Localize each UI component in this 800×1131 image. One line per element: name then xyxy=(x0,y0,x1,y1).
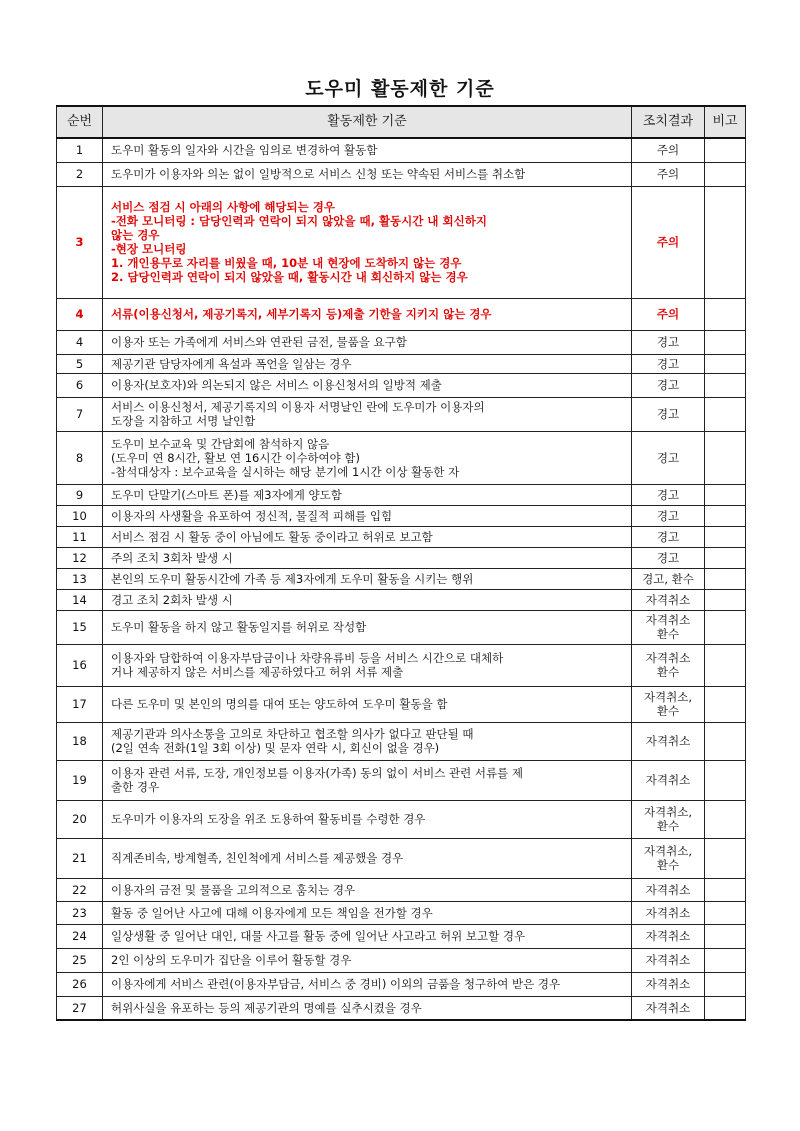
row-criterion: 이용자에게 서비스 관련(이용자부담금, 서비스 중 경비) 이외의 금품을 청구하여 받은 경우 xyxy=(103,972,632,996)
row-result: 자격취소 xyxy=(632,589,705,610)
row-note xyxy=(705,948,746,972)
row-number: 25 xyxy=(57,948,103,972)
table-row xyxy=(57,948,746,972)
row-result: 자격취소 xyxy=(632,722,705,760)
row-note xyxy=(705,901,746,924)
table-row xyxy=(57,547,746,568)
table-row xyxy=(57,686,746,722)
row-criterion: 직계존비속, 방계혈족, 친인척에게 서비스를 제공했을 경우 xyxy=(103,838,632,878)
table-row xyxy=(57,298,746,330)
row-note xyxy=(705,878,746,901)
table-row xyxy=(57,924,746,948)
row-result: 자격취소 xyxy=(632,901,705,924)
table-body xyxy=(57,138,746,1020)
row-number: 22 xyxy=(57,878,103,901)
row-note xyxy=(705,972,746,996)
table-row xyxy=(57,644,746,686)
row-note xyxy=(705,298,746,330)
row-result: 주의 xyxy=(632,138,705,162)
row-result: 주의 xyxy=(632,298,705,330)
row-result: 경고 xyxy=(632,526,705,547)
row-note xyxy=(705,760,746,800)
row-note xyxy=(705,397,746,431)
row-note xyxy=(705,484,746,505)
row-number: 15 xyxy=(57,610,103,644)
row-note xyxy=(705,505,746,526)
row-criterion: 본인의 도우미 활동시간에 가족 등 제3자에게 도우미 활동을 시키는 행위 xyxy=(103,568,632,589)
table-row xyxy=(57,186,746,298)
row-note xyxy=(705,354,746,373)
row-number: 7 xyxy=(57,397,103,431)
table-row xyxy=(57,722,746,760)
row-result: 자격취소 xyxy=(632,760,705,800)
table-row xyxy=(57,330,746,354)
row-number: 21 xyxy=(57,838,103,878)
row-result: 자격취소 xyxy=(632,948,705,972)
row-number: 9 xyxy=(57,484,103,505)
row-result: 자격취소 환수 xyxy=(632,610,705,644)
row-number: 27 xyxy=(57,996,103,1020)
row-result: 자격취소 xyxy=(632,878,705,901)
row-note xyxy=(705,526,746,547)
header-row xyxy=(57,106,746,138)
row-number: 6 xyxy=(57,373,103,397)
row-result: 경고 xyxy=(632,354,705,373)
row-note xyxy=(705,186,746,298)
row-number: 14 xyxy=(57,589,103,610)
row-result: 자격취소 xyxy=(632,996,705,1020)
row-result: 경고 xyxy=(632,373,705,397)
row-note xyxy=(705,838,746,878)
restriction-table xyxy=(56,105,746,1021)
row-number: 20 xyxy=(57,800,103,838)
table-row xyxy=(57,138,746,162)
row-note xyxy=(705,722,746,760)
row-number: 17 xyxy=(57,686,103,722)
table-row xyxy=(57,800,746,838)
row-criterion: 도우미 활동의 일자와 시간을 임의로 변경하여 활동함 xyxy=(103,138,632,162)
row-number: 12 xyxy=(57,547,103,568)
header-content: 활동제한 기준 xyxy=(103,106,632,138)
row-criterion: 주의 조치 3회차 발생 시 xyxy=(103,547,632,568)
table-row xyxy=(57,972,746,996)
row-number: 11 xyxy=(57,526,103,547)
row-number: 24 xyxy=(57,924,103,948)
row-number: 3 xyxy=(57,186,103,298)
header-note: 비고 xyxy=(705,106,746,138)
row-note xyxy=(705,431,746,484)
row-number: 2 xyxy=(57,162,103,186)
table-row xyxy=(57,589,746,610)
row-note xyxy=(705,162,746,186)
table-row xyxy=(57,505,746,526)
page-title: 도우미 활동제한 기준 xyxy=(305,78,495,100)
row-result: 주의 xyxy=(632,186,705,298)
table-row xyxy=(57,878,746,901)
row-note xyxy=(705,547,746,568)
row-result: 주의 xyxy=(632,162,705,186)
table-row xyxy=(57,397,746,431)
row-result: 경고 xyxy=(632,431,705,484)
row-note xyxy=(705,138,746,162)
row-criterion: 도우미 보수교육 및 간담회에 참석하지 않음 (도우미 연 8시간, 활보 연 16시간 이수하여야 함) -참석대상자 : 보수교육을 실시하는 해당 분기에 1시간 이상 활동한 자 xyxy=(103,431,632,484)
row-result: 경고 xyxy=(632,484,705,505)
row-criterion: 이용자와 담합하여 이용자부담금이나 차량유류비 등을 서비스 시간으로 대체하 거나 제공하지 않은 서비스를 제공하였다고 허위 서류 제출 xyxy=(103,644,632,686)
row-result: 경고 xyxy=(632,330,705,354)
row-criterion: 활동 중 일어난 사고에 대해 이용자에게 모든 책임을 전가할 경우 xyxy=(103,901,632,924)
row-result: 경고 xyxy=(632,397,705,431)
row-note xyxy=(705,686,746,722)
row-number: 26 xyxy=(57,972,103,996)
row-note xyxy=(705,800,746,838)
row-result: 경고 xyxy=(632,547,705,568)
row-number: 19 xyxy=(57,760,103,800)
row-criterion: 다른 도우미 및 본인의 명의를 대여 또는 양도하여 도우미 활동을 함 xyxy=(103,686,632,722)
row-result: 자격취소 xyxy=(632,924,705,948)
row-note xyxy=(705,589,746,610)
row-number: 8 xyxy=(57,431,103,484)
table-row xyxy=(57,568,746,589)
row-criterion: 이용자 또는 가족에게 서비스와 연관된 금전, 물품을 요구함 xyxy=(103,330,632,354)
row-number: 13 xyxy=(57,568,103,589)
row-number: 4 xyxy=(57,298,103,330)
row-note xyxy=(705,330,746,354)
row-result: 자격취소, 환수 xyxy=(632,686,705,722)
table-row xyxy=(57,610,746,644)
row-criterion: 경고 조치 2회차 발생 시 xyxy=(103,589,632,610)
row-number: 1 xyxy=(57,138,103,162)
row-note xyxy=(705,996,746,1020)
row-criterion: 2인 이상의 도우미가 집단을 이루어 활동할 경우 xyxy=(103,948,632,972)
row-result: 자격취소, 환수 xyxy=(632,800,705,838)
row-criterion: 서비스 점검 시 아래의 사항에 해당되는 경우 -전화 모니터링 : 담당인력과 연락이 되지 않았을 때, 활동시간 내 회신하지 않는 경우 -현장 모니터링 1. 개인용무로 자리를 비웠을 때, 10분 내 현장에 도착하지 않는 경우 2. 담당인력과 연락이 되지 않았을 때, 활동시간 내 회신하지 않는 경우 xyxy=(103,186,632,298)
row-result: 경고 xyxy=(632,505,705,526)
row-criterion: 이용자 관련 서류, 도장, 개인정보를 이용자(가족) 동의 없이 서비스 관련 서류를 제 출한 경우 xyxy=(103,760,632,800)
row-result: 자격취소, 환수 xyxy=(632,838,705,878)
row-number: 5 xyxy=(57,354,103,373)
row-criterion: 도우미가 이용자의 도장을 위조 도용하여 활동비를 수령한 경우 xyxy=(103,800,632,838)
row-criterion: 허위사실을 유포하는 등의 제공기관의 명예를 실추시켰을 경우 xyxy=(103,996,632,1020)
row-criterion: 도우미 단말기(스마트 폰)를 제3자에게 양도함 xyxy=(103,484,632,505)
row-criterion: 제공기관과 의사소통을 고의로 차단하고 협조할 의사가 없다고 판단될 때 (2일 연속 전화(1일 3회 이상) 및 문자 연락 시, 회신이 없을 경우) xyxy=(103,722,632,760)
row-criterion: 서비스 이용신청서, 제공기록지의 이용자 서명날인 란에 도우미가 이용자의 도장을 지참하고 서명 날인함 xyxy=(103,397,632,431)
row-note xyxy=(705,373,746,397)
row-note xyxy=(705,924,746,948)
row-criterion: 도우미가 이용자와 의논 없이 일방적으로 서비스 신청 또는 약속된 서비스를 취소함 xyxy=(103,162,632,186)
row-criterion: 이용자의 사생활을 유포하여 정신적, 물질적 피해를 입힘 xyxy=(103,505,632,526)
row-number: 23 xyxy=(57,901,103,924)
row-criterion: 도우미 활동을 하지 않고 활동일지를 허위로 작성함 xyxy=(103,610,632,644)
row-criterion: 이용자(보호자)와 의논되지 않은 서비스 이용신청서의 일방적 제출 xyxy=(103,373,632,397)
row-note xyxy=(705,644,746,686)
table-row xyxy=(57,901,746,924)
row-result: 자격취소 환수 xyxy=(632,644,705,686)
row-number: 10 xyxy=(57,505,103,526)
table-row xyxy=(57,431,746,484)
header-result: 조치결과 xyxy=(632,106,705,138)
row-result: 자격취소 xyxy=(632,972,705,996)
row-number: 16 xyxy=(57,644,103,686)
row-criterion: 서비스 점검 시 활동 중이 아님에도 활동 중이라고 허위로 보고함 xyxy=(103,526,632,547)
row-criterion: 서류(이용신청서, 제공기록지, 세부기록지 등)제출 기한을 지키지 않는 경우 xyxy=(103,298,632,330)
row-number: 4 xyxy=(57,330,103,354)
row-criterion: 제공기관 담당자에게 욕설과 폭언을 일삼는 경우 xyxy=(103,354,632,373)
header-no: 순번 xyxy=(57,106,103,138)
table-row xyxy=(57,484,746,505)
row-criterion: 이용자의 금전 및 물품을 고의적으로 훔치는 경우 xyxy=(103,878,632,901)
table-row xyxy=(57,373,746,397)
table-row xyxy=(57,162,746,186)
row-note xyxy=(705,610,746,644)
row-result: 경고, 환수 xyxy=(632,568,705,589)
table-row xyxy=(57,526,746,547)
row-note xyxy=(705,568,746,589)
table-row xyxy=(57,760,746,800)
row-number: 18 xyxy=(57,722,103,760)
table-row xyxy=(57,838,746,878)
table-row xyxy=(57,354,746,373)
table-row xyxy=(57,996,746,1020)
row-criterion: 일상생활 중 일어난 대인, 대물 사고를 활동 중에 일어난 사고라고 허위 보고할 경우 xyxy=(103,924,632,948)
